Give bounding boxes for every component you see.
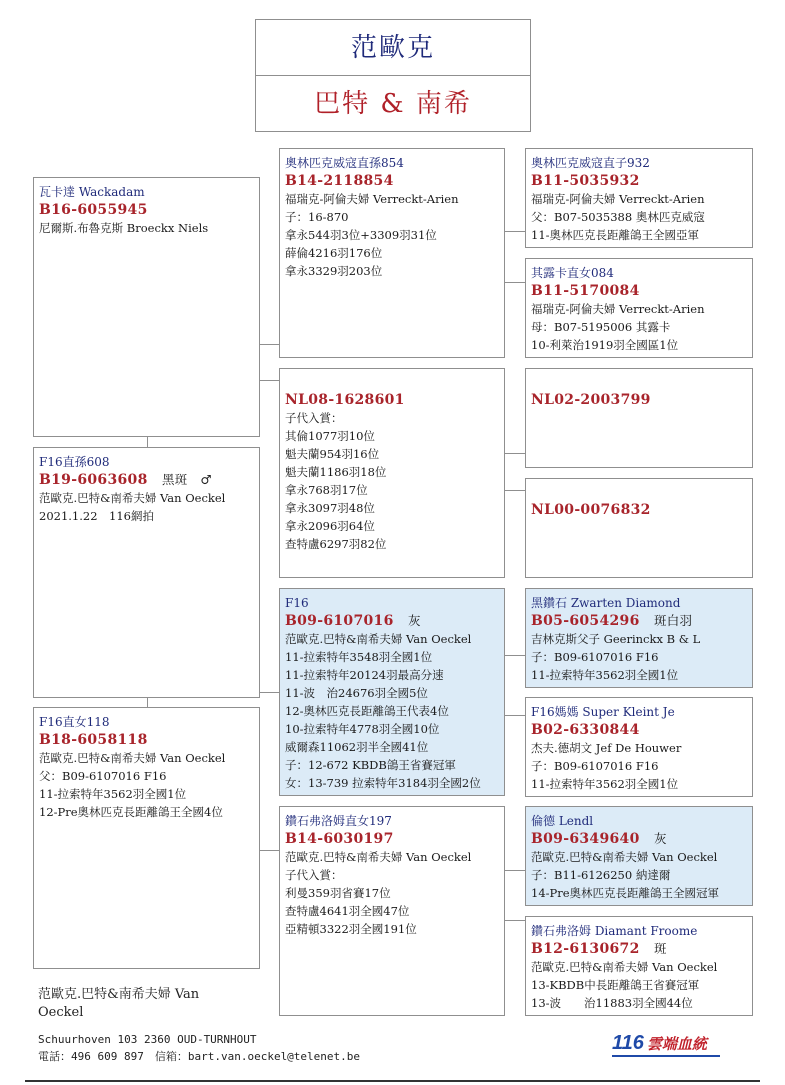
info-line: 范歐克.巴特&南希夫婦 Van Oeckel [39,751,226,765]
ring-number: NL02-2003799 [531,392,651,408]
dam-parent-card[interactable] [33,707,260,969]
info-line: 10-利萊治1919羽全國區1位 [531,338,679,352]
info-line: 拿永3097羽48位 [285,501,375,515]
pigeon-name: 黑鑽石 Zwarten Diamond [531,596,681,610]
info-line: 薛倫4216羽176位 [285,246,383,260]
info-line: 福瑞克-阿倫夫婦 Verreckt-Arien [531,192,705,206]
pigeon-name: F16直女118 [39,715,110,729]
info-line: 尼爾斯.布魯克斯 Broeckx Niels [39,221,209,235]
connector [504,453,525,454]
info-line: 12-奧林匹克長距離鴿王代表4位 [285,704,449,718]
ggd-card-1[interactable] [525,258,753,358]
info-line: 福瑞克-阿倫夫婦 Verreckt-Arien [285,192,459,206]
info-line: 吉林克斯父子 Geerinckx B & L [531,632,701,646]
bottom-divider [25,1080,760,1082]
info-line: 2021.1.22 116網拍 [39,509,154,523]
pigeon-name: 倫德 Lendl [531,814,594,828]
info-line: 福瑞克-阿倫夫婦 Verreckt-Arien [531,302,705,316]
ring-number: B02-6330844 [531,722,640,738]
logo-underline [612,1055,720,1057]
info-line: 14-Pre奧林匹克長距離鴿王全國冠軍 [531,886,720,900]
info-line: 子：12-672 KBDB鴿王省賽冠軍 [285,758,456,772]
ggs-card-4[interactable] [525,806,753,906]
ring-number-text: B05-6054296 [531,613,640,629]
owners-title: 巴特 & 南希 [255,75,531,132]
color-sex: 灰 [407,613,421,628]
owner-name [38,986,258,1022]
ring-number [285,612,499,630]
ring-number: B11-5170084 [531,283,640,299]
ggd-card-3[interactable] [525,697,753,797]
connector [147,436,148,447]
maternal-grandsire-card[interactable] [279,588,505,796]
info-line: 子代入賞： [285,868,343,882]
ring-number: NL00-0076832 [531,502,651,518]
info-line: 魁夫蘭954羽16位 [285,447,380,461]
pigeon-name: 其露卡直女084 [531,266,614,280]
info-line: 11-拉索特年3562羽全國1位 [39,787,187,801]
subject-card[interactable] [33,447,260,698]
info-line: 母：B07-5195006 其露卡 [531,320,671,334]
info-line: 查特盧4641羽全國47位 [285,904,410,918]
connector [259,380,279,381]
info-line: 11-拉索特年3562羽全國1位 [531,668,679,682]
ring-number: B16-6055945 [39,202,148,218]
pigeon-name: F16 [285,596,309,610]
pigeon-name: 瓦卡達 Wackadam [39,185,145,199]
info-line: 范歐克.巴特&南希夫婦 Van Oeckel [285,850,472,864]
maternal-granddam-card[interactable] [279,806,505,1016]
info-line: 10-拉索特年4778羽全國10位 [285,722,440,736]
info-line: 利曼359羽省賽17位 [285,886,391,900]
breeder-title: 范歐克 [255,19,531,75]
ring-number [531,940,747,958]
info-line: 11-奧林匹克長距離鴿王全國亞軍 [531,228,700,242]
ggd-card-2[interactable] [525,478,753,578]
connector [259,344,279,345]
info-line: 拿永544羽3位+3309羽31位 [285,228,437,242]
connector [147,697,148,707]
info-line: 亞精頓3322羽全國191位 [285,922,417,936]
info-line: 查特盧6297羽82位 [285,537,387,551]
info-line: 子：16-870 [285,210,349,224]
connector [504,715,525,716]
grandsire-card[interactable] [279,148,505,358]
ring-number: B11-5035932 [531,173,640,189]
info-line: 12-Pre奧林匹克長距離鴿王全國4位 [39,805,223,819]
ggd-card-4[interactable] [525,916,753,1016]
info-line: 子：B09-6107016 F16 [531,759,659,773]
pigeon-name: F16媽媽 Super Kleint Je [531,705,675,719]
color-sex: 灰 [653,831,667,846]
ring-number [531,612,747,630]
connector [504,490,525,491]
info-line: 父：B09-6107016 F16 [39,769,167,783]
pigeon-name: 奧林匹克威寇直子932 [531,156,650,170]
info-line: 拿永3329羽203位 [285,264,383,278]
pigeon-name: F16直孫608 [39,455,110,469]
contact-info[interactable]: 電話：496 609 897 信箱：bart.van.oeckel@telenet.be [38,1050,361,1063]
ring-number-text: B19-6063608 [39,472,148,488]
ggs-card-2[interactable] [525,368,753,468]
info-line: 13-KBDB中長距離鴿王省賽冠軍 [531,978,700,992]
sire-parent-card[interactable] [33,177,260,437]
connector [504,231,525,232]
connector [504,870,525,871]
logo-number: 116 [612,1032,644,1054]
info-line: 杰夫.德胡文 Jef De Houwer [531,741,682,755]
ring-number: B18-6058118 [39,732,148,748]
owner-line: 范歐克.巴特&南希夫婦 Van [38,987,200,1002]
ring-number-text: B09-6107016 [285,613,394,629]
info-line: 拿永2096羽64位 [285,519,375,533]
info-line: 11-拉索特年3548羽全國1位 [285,650,433,664]
brand-logo[interactable] [612,1032,722,1058]
connector [504,920,525,921]
info-line: 范歐克.巴特&南希夫婦 Van Oeckel [39,491,226,505]
ggs-card-3[interactable] [525,588,753,688]
info-line: 11-波 治24676羽全國5位 [285,686,428,700]
address: Schuurhoven 103 2360 OUD-TURNHOUT [38,1033,257,1046]
pigeon-name: 奧林匹克威寇直孫854 [285,156,404,170]
granddam-card[interactable] [279,368,505,578]
connector [259,850,279,851]
ring-number [531,830,747,848]
ring-number-text: B09-6349640 [531,831,640,847]
info-line: 13-波 治11883羽全國44位 [531,996,693,1010]
info-line: 11-拉索特年3562羽全國1位 [531,777,679,791]
ring-number-text: B12-6130672 [531,941,640,957]
pigeon-name: 鑽石弗洛姆直女197 [285,814,392,828]
color-sex: 黑斑 ♂ [161,472,212,487]
info-line: 拿永768羽17位 [285,483,368,497]
info-line: 子：B11-6126250 納達爾 [531,868,671,882]
info-line: 11-拉索特年20124羽最高分速 [285,668,444,682]
info-line: 子代入賞： [285,411,343,425]
info-line: 范歐克.巴特&南希夫婦 Van Oeckel [285,632,472,646]
info-line: 子：B09-6107016 F16 [531,650,659,664]
ring-number: B14-6030197 [285,831,394,847]
ggs-card-1[interactable] [525,148,753,248]
info-line: 范歐克.巴特&南希夫婦 Van Oeckel [531,850,718,864]
logo-text: 雲端血統 [646,1036,707,1053]
connector [504,655,525,656]
info-line: 范歐克.巴特&南希夫婦 Van Oeckel [531,960,718,974]
connector [504,282,525,283]
ring-number [39,471,254,489]
ring-number: B14-2118854 [285,173,394,189]
color-sex: 斑白羽 [653,613,693,628]
info-line: 父：B07-5035388 奧林匹克威寇 [531,210,705,224]
info-line: 魁夫蘭1186羽18位 [285,465,387,479]
color-sex: 斑 [653,941,667,956]
connector [259,692,279,693]
ring-number: NL08-1628601 [285,392,405,408]
info-line: 其倫1077羽10位 [285,429,375,443]
owner-line: Oeckel [38,1005,84,1020]
info-line: 威爾森11062羽半全國41位 [285,740,429,754]
info-line: 女：13-739 拉索特年3184羽全國2位 [285,776,481,790]
pigeon-name: 鑽石弗洛姆 Diamant Froome [531,924,698,938]
